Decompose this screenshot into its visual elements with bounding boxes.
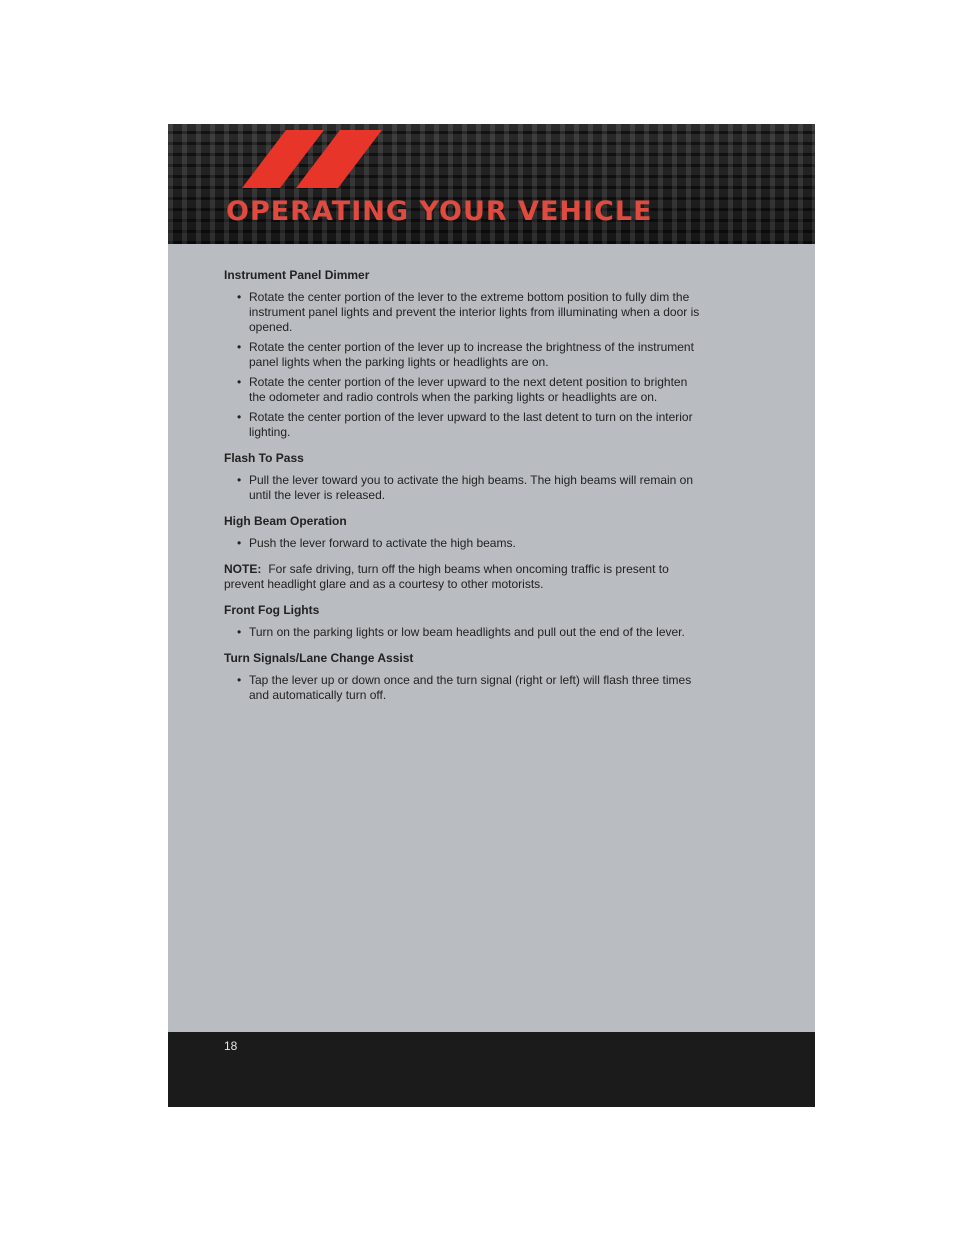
bullet-list [224, 673, 704, 703]
list-item: • Turn on the parking lights or low beam headlights and pull out the end of the lever. [224, 625, 704, 640]
section-instrument-panel-dimmer [224, 268, 704, 440]
section-high-beam-operation [224, 514, 704, 551]
section-heading: Turn Signals/Lane Change Assist [224, 651, 414, 665]
list-item: • Rotate the center portion of the lever upward to the next detent position to brighten the odometer and radio controls when the parking lights or headlights are on. [224, 375, 704, 405]
list-item: • Rotate the center portion of the lever upward to the last detent to turn on the interior lighting. [224, 410, 704, 440]
section-header-banner [168, 124, 815, 244]
page-title: OPERATING YOUR VEHICLE [226, 196, 653, 227]
page-footer [168, 1032, 815, 1107]
section-heading: Flash To Pass [224, 451, 304, 465]
list-item: • Rotate the center portion of the lever to the extreme bottom position to fully dim the instrument panel lights and prevent the interior lights from illuminating when a door is opened. [224, 290, 704, 335]
note-text: For safe driving, turn off the high beams when oncoming traffic is present to prevent headlight glare and as a courtesy to other motorists. [224, 562, 669, 591]
bullet-list [224, 473, 704, 503]
section-flash-to-pass [224, 451, 704, 503]
list-item: • Tap the lever up or down once and the turn signal (right or left) will flash three times and automatically turn off. [224, 673, 704, 703]
page-number: 18 [224, 1039, 238, 1053]
bullet-list [224, 625, 704, 640]
section-heading: Instrument Panel Dimmer [224, 268, 370, 282]
bullet-list [224, 536, 704, 551]
manual-page [168, 124, 815, 1107]
bullet-list [224, 290, 704, 440]
note-label: NOTE: [224, 562, 262, 576]
safety-note [224, 562, 704, 592]
list-item: • Rotate the center portion of the lever up to increase the brightness of the instrument panel lights when the parking lights or headlights are on. [224, 340, 704, 370]
section-front-fog-lights [224, 603, 704, 640]
section-turn-signals [224, 651, 704, 703]
section-heading: Front Fog Lights [224, 603, 320, 617]
list-item: • Push the lever forward to activate the high beams. [224, 536, 704, 551]
section-heading: High Beam Operation [224, 514, 347, 528]
list-item: • Pull the lever toward you to activate the high beams. The high beams will remain on until the lever is released. [224, 473, 704, 503]
page-content [224, 268, 704, 714]
